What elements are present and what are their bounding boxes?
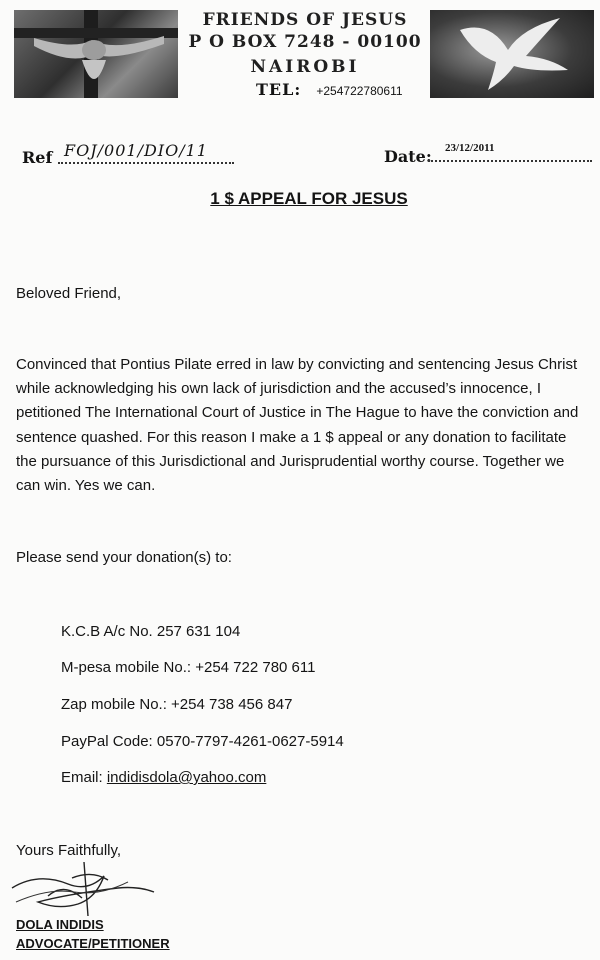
email-label: Email: <box>61 769 107 786</box>
appeal-title: 1 $ APPEAL FOR JESUS <box>210 189 408 208</box>
signatory-name: DOLA INDIDIS <box>16 917 104 932</box>
donation-instruction: Please send your donation(s) to: <box>16 549 232 566</box>
organization-name: FRIENDS OF JESUS <box>202 10 408 30</box>
telephone-label: TEL: <box>256 80 302 99</box>
ref-dotted-line <box>58 162 234 164</box>
closing: Yours Faithfully, <box>16 842 122 859</box>
dove-photo <box>430 10 594 98</box>
crucifixion-photo <box>14 10 178 98</box>
email-line <box>61 769 266 786</box>
handwritten-signature <box>8 858 158 918</box>
date-label: Date: <box>384 147 432 166</box>
ref-label: Ref <box>22 148 53 167</box>
paypal-code: PayPal Code: 0570-7797-4261-0627-5914 <box>61 733 344 750</box>
appeal-paragraph: Convinced that Pontius Pilate erred in law by convicting and sentencing Jesus Christ while acknowledging his own lack of jurisdiction and the accused’s innocence, I petitioned The International Court of Justice in The Hague to have the conviction and sentence quashed. For this reason I make a 1 $ appeal or any donation to facilitate the pursuance of this Jurisdictional and Jurisprudential worthy course. Together we can win. Yes we can. <box>16 356 579 495</box>
date-dotted-line <box>428 160 592 162</box>
ref-number: FOJ/001/DIO/11 <box>64 141 208 160</box>
email-link[interactable]: indidisdola@yahoo.com <box>106 769 267 786</box>
po-box-address: P O BOX 7248 - 00100 <box>188 32 422 52</box>
mpesa-number: M-pesa mobile No.: +254 722 780 611 <box>61 659 316 676</box>
telephone-line <box>256 80 403 99</box>
signatory-title: ADVOCATE/PETITIONER <box>16 936 170 951</box>
zap-number: Zap mobile No.: +254 738 456 847 <box>61 696 293 713</box>
city-name: NAIROBI <box>250 57 360 77</box>
telephone-number: +254722780611 <box>316 84 403 98</box>
date-value: 23/12/2011 <box>445 142 495 154</box>
salutation: Beloved Friend, <box>16 285 122 302</box>
kcb-account: K.C.B A/c No. 257 631 104 <box>61 623 241 640</box>
